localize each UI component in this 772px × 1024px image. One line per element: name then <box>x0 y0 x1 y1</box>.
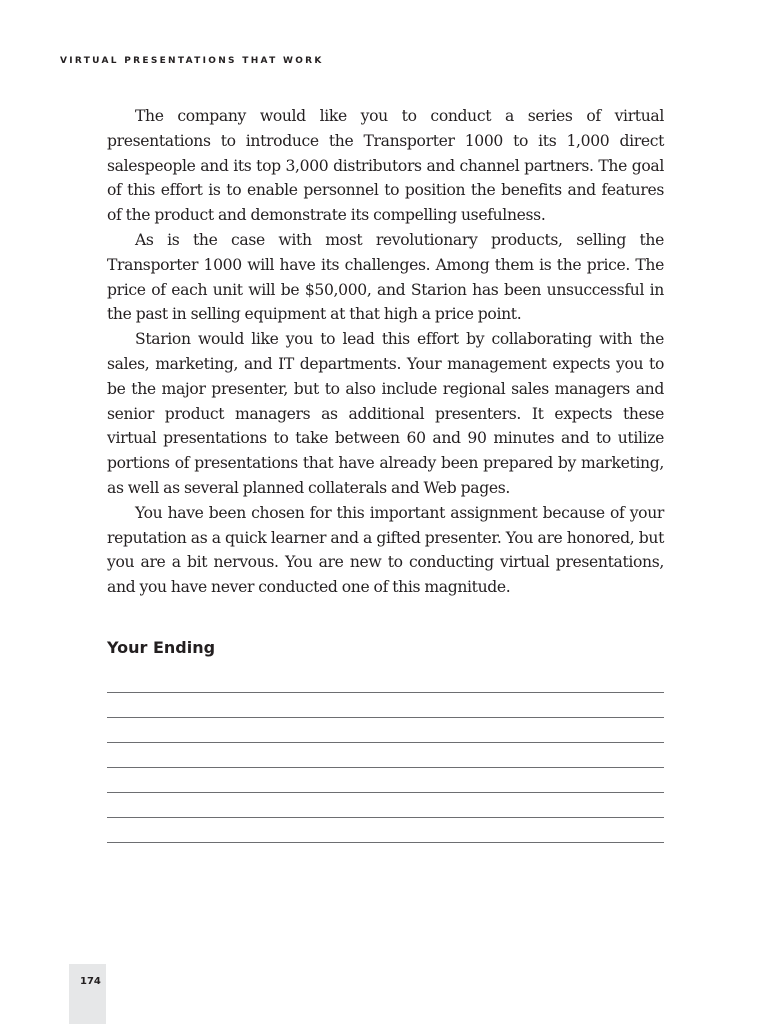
answer-line <box>107 767 664 768</box>
answer-lines <box>107 692 664 867</box>
page-number-tab <box>69 964 106 1024</box>
answer-line <box>107 717 664 718</box>
answer-line <box>107 692 664 693</box>
section-heading: Your Ending <box>107 638 216 657</box>
body-text <box>107 104 664 600</box>
answer-line <box>107 742 664 743</box>
paragraph: Starion would like you to lead this effort by collaborating with the sales, marketing, and IT departments. Your management expects you to be the major presenter, but to also include regional sales managers and senior product managers as additional presenters. It expects these virtual presentations to take between 60 and 90 minutes and to utilize portions of presentations that have already been prepared by marketing, as well as several planned collaterals and Web pages. <box>107 330 664 497</box>
answer-line <box>107 792 664 793</box>
answer-line <box>107 842 664 843</box>
paragraph: You have been chosen for this important assignment because of your reputation as a quick learner and a gifted presenter. You are honored, but you are a bit nervous. You are new to conducting virtual presentations, and you have never conducted one of this magnitude. <box>107 503 664 597</box>
page-number: 174 <box>80 976 101 987</box>
running-head: VIRTUAL PRESENTATIONS THAT WORK <box>60 56 324 66</box>
paragraph: As is the case with most revolutionary products, selling the Transporter 1000 will have its challenges. Among them is the price. The price of each unit will be $50,000, and Starion has been unsuccessful in the past in selling equipment at that high a price point. <box>107 230 664 324</box>
paragraph: The company would like you to conduct a series of virtual presentations to introduce the Transporter 1000 to its 1,000 direct salespeople and its top 3,000 distributors and channel partners. The goal of this effort is to enable personnel to position the benefits and features of the product and demonstrate its compelling usefulness. <box>107 107 664 225</box>
answer-line <box>107 817 664 818</box>
